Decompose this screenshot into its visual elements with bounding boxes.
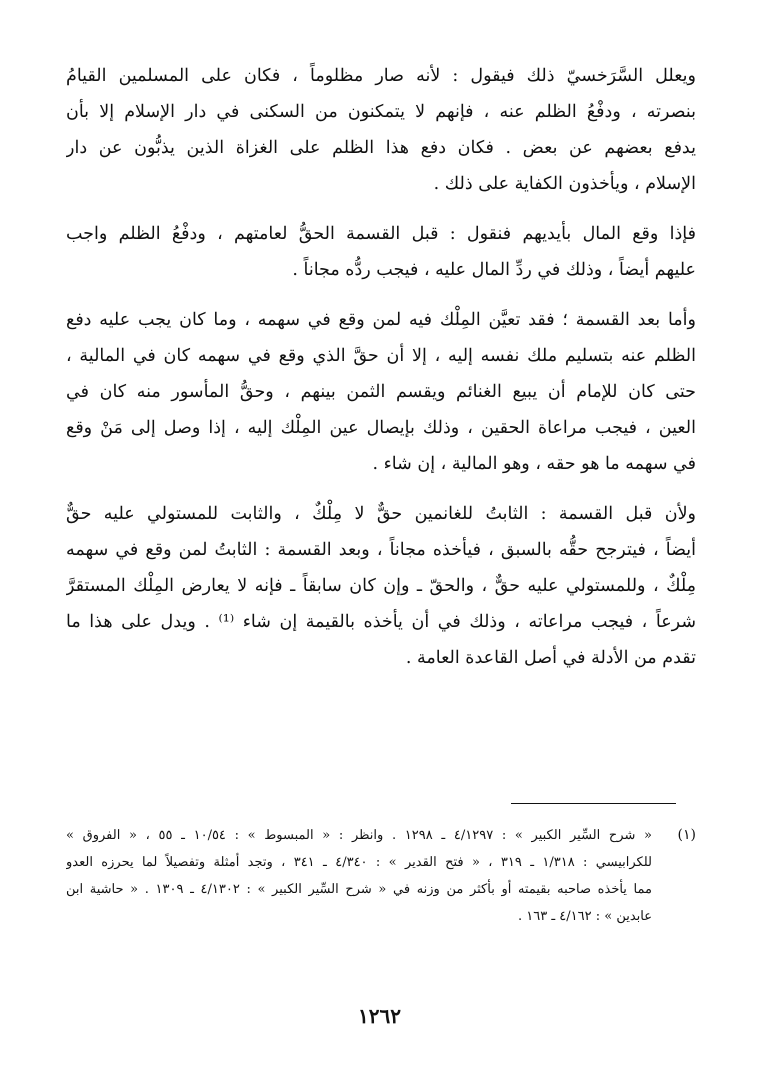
text-line: حتى كان للإمام أن يبيع الغنائم ويقسم الثمن بينهم ، وحقُّ المأسور منه كان في (66, 382, 696, 402)
footnote-line: عابدين » : ٤/١٦٢ ـ ١٦٣ . (517, 909, 652, 924)
paragraph-2 (66, 216, 696, 288)
text-line: الظلم عنه بتسليم ملك نفسه إليه ، إلا أن حقَّ الذي وقع في سهمه كان في المالية ، (66, 346, 696, 366)
paragraph-4 (66, 496, 696, 676)
footnotes (66, 822, 696, 930)
page-number: ١٢٦٢ (358, 1004, 401, 1028)
text-line: العين ، فيجب مراعاة الحقين ، وذلك بإيصال عين المِلْك إليه ، إذا وصل إلى مَنْ وقع (66, 418, 696, 438)
text-line: فإذا وقع المال بأيديهم فنقول : قبل القسمة الحقُّ لعامتهم ، ودفْعُ الظلم واجب (66, 224, 696, 244)
footnote-line: « شرح السِّير الكبير » : ٤/١٢٩٧ ـ ١٢٩٨ . وانظر : « المبسوط » : ١٠/٥٤ ـ ٥٥ ، « الفروق » (66, 828, 652, 843)
footnote-divider (511, 803, 676, 804)
text-line: الإسلام ، ويأخذون الكفاية على ذلك . (433, 174, 696, 194)
footnote-number: (١) (677, 827, 696, 843)
text-line: وأما بعد القسمة ؛ فقد تعيَّن المِلْك فيه لمن وقع في سهمه ، وما كان يجب عليه دفع (66, 310, 696, 330)
text-line: ولأن قبل القسمة : الثابتُ للغانمين حقٌّ لا مِلْكٌ ، والثابت للمستولي عليه حقٌّ (66, 504, 696, 524)
footnote-1 (66, 822, 696, 930)
text-line: يدفع بعضهم عن بعض . فكان دفع هذا الظلم على الغزاة الذين يذبُّون عن دار (66, 138, 696, 158)
paragraph-3 (66, 302, 696, 482)
text-line: عليهم أيضاً ، وذلك في ردِّ المال عليه ، فيجب ردُّه مجاناً . (292, 260, 696, 280)
footnote-line: للكرابيسي : ١/٣١٨ ـ ٣١٩ ، « فتح القدير » : ٤/٣٤٠ ـ ٣٤١ ، وتجد أمثلة وتفصيلاً لما يحرزه العدو (66, 855, 652, 870)
text-line: شرعاً ، فيجب مراعاته ، وذلك في أن يأخذه بالقيمة إن شاء ⁽¹⁾ . ويدل على هذا ما (66, 612, 696, 632)
text-line: تقدم من الأدلة في أصل القاعدة العامة . (405, 648, 696, 668)
text-line: أيضاً ، فيترجح حقُّه بالسبق ، فيأخذه مجاناً ، وبعد القسمة : الثابتُ لمن وقع في سهمه (66, 540, 696, 560)
text-line: في سهمه ما هو حقه ، وهو المالية ، إن شاء . (372, 454, 696, 474)
text-line: مِلْكٌ ، وللمستولي عليه حقٌّ ، والحقّ ـ وإن كان سابقاً ـ فإنه لا يعارض المِلْك المستقرَّ (66, 576, 696, 596)
text-line: ويعلل السَّرَخسيّ ذلك فيقول : لأنه صار مظلوماً ، فكان على المسلمين القيامُ (66, 66, 696, 86)
main-text (66, 58, 696, 690)
text-line: بنصرته ، ودفْعُ الظلم عنه ، فإنهم لا يتمكنون من السكنى في دار الإسلام إلا بأن (66, 102, 696, 122)
footnote-line: مما يأخذه صاحبه بقيمته أو بأكثر من وزنه في « شرح السِّير الكبير » : ٤/١٣٠٢ ـ ١٣٠٩ . « حاشية ابن (66, 882, 652, 897)
paragraph-1 (66, 58, 696, 202)
